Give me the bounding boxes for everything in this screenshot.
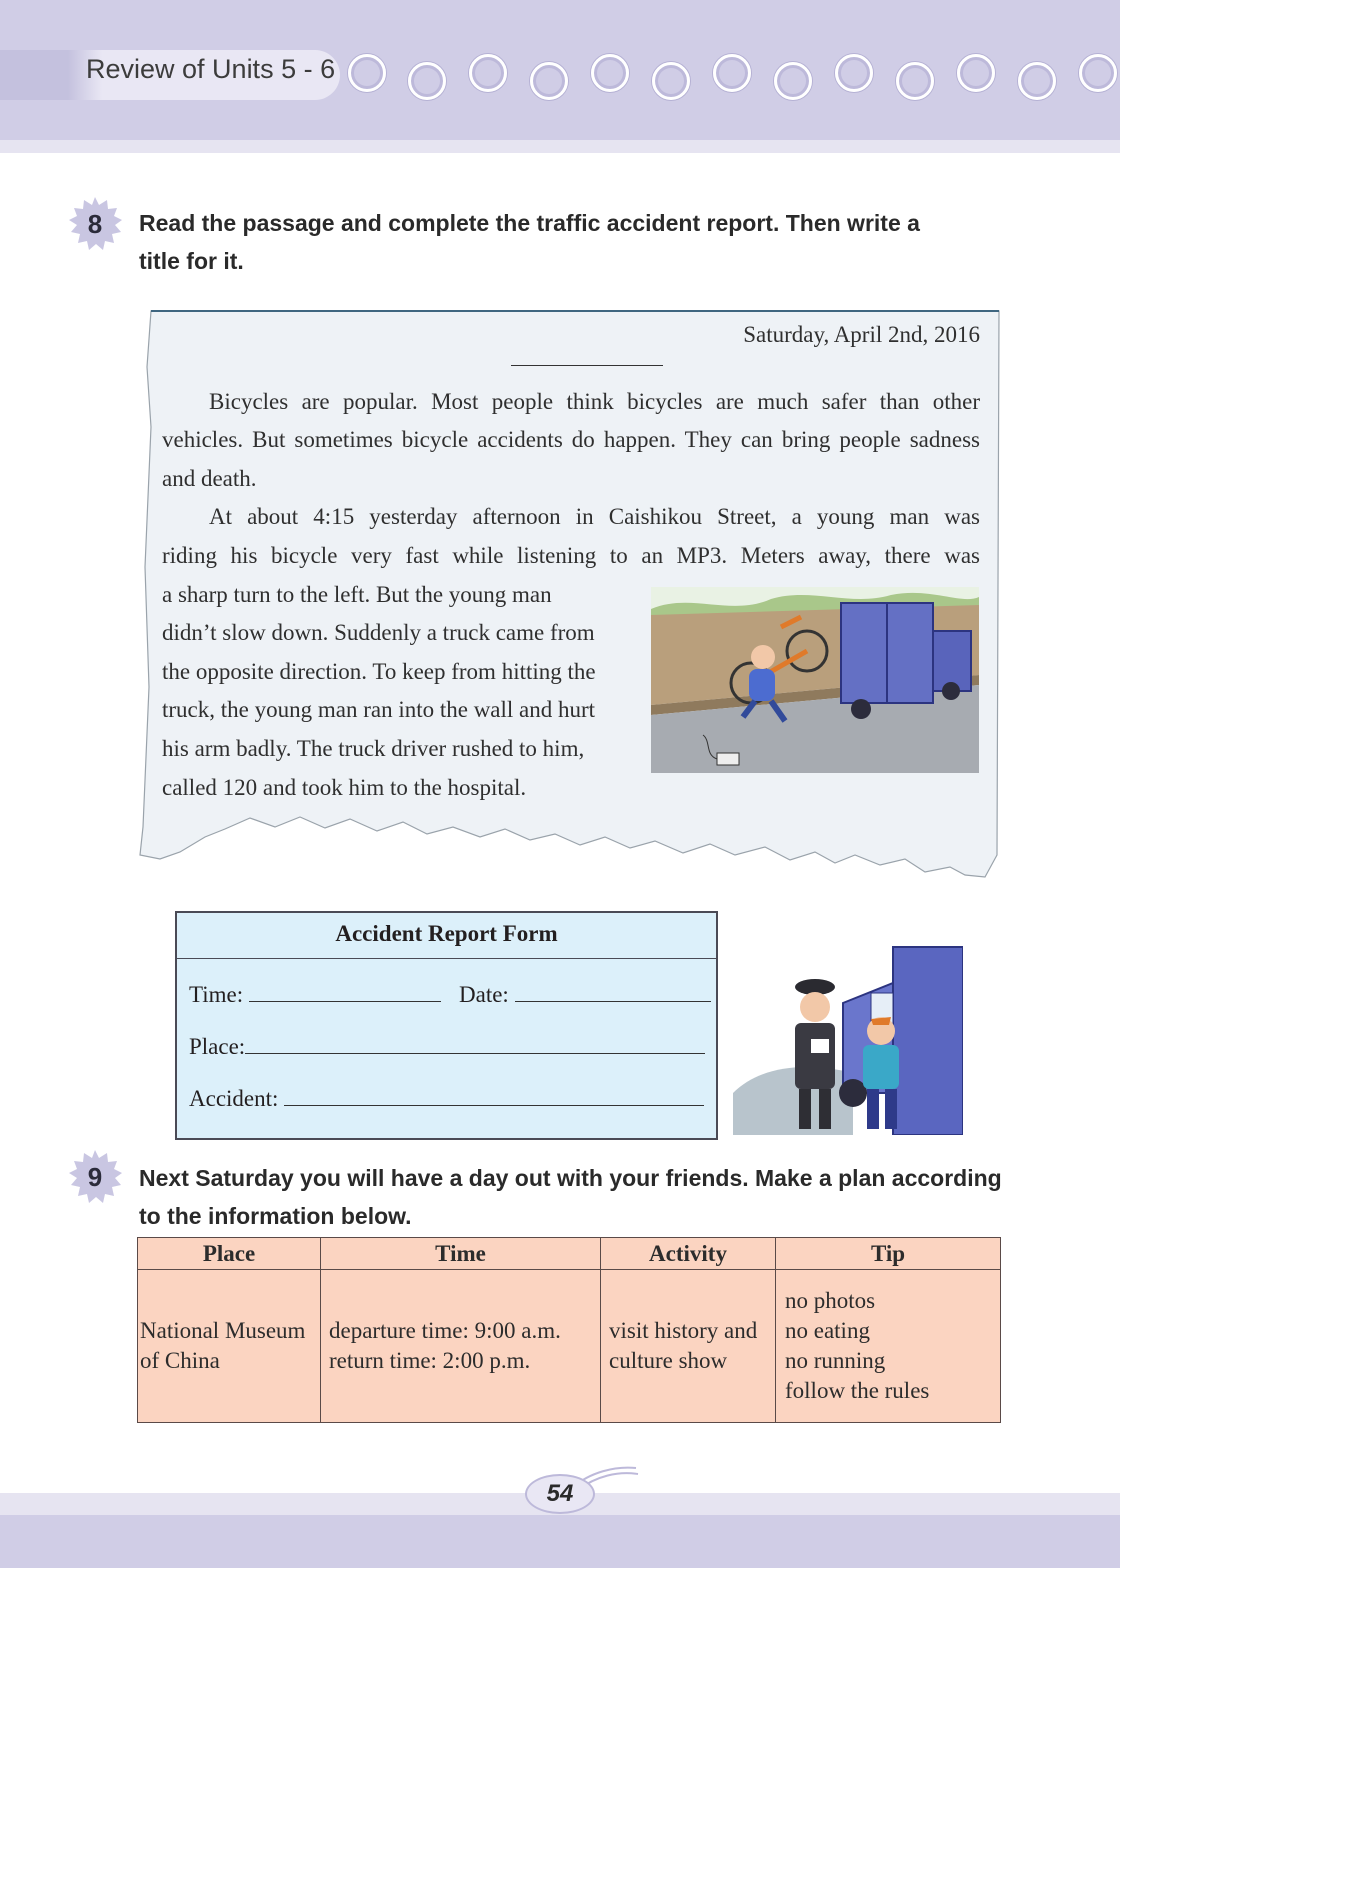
date-label: Date: (459, 982, 509, 1007)
passage-line: truck, the young man ran into the wall and hurt (162, 697, 596, 723)
ring-decoration (469, 54, 507, 92)
policeman-illustration (733, 943, 963, 1135)
passage-line: At about 4:15 yesterday afternoon in Caishikou Street, a young man was (209, 504, 980, 530)
table-row (138, 1270, 1001, 1423)
cell-line: no photos (785, 1288, 876, 1313)
cell-activity (601, 1270, 776, 1423)
cell-line: no running (785, 1348, 886, 1373)
exercise-9-instruction (139, 1159, 1009, 1235)
ring-decoration (774, 62, 812, 100)
ring-decoration (348, 54, 386, 92)
cell-line: of China (140, 1348, 220, 1373)
ring-decoration (1018, 62, 1056, 100)
accident-input[interactable] (284, 1083, 704, 1106)
cell-line: no eating (785, 1318, 870, 1343)
form-title: Accident Report Form (177, 913, 716, 959)
ring-decoration (957, 54, 995, 92)
accident-label: Accident: (189, 1086, 279, 1111)
cell-tip (776, 1270, 1001, 1423)
passage-line: a sharp turn to the left. But the young man (162, 581, 552, 607)
bicycle-accident-illustration (651, 587, 979, 773)
ring-decoration (713, 54, 751, 92)
ring-decoration (1079, 54, 1117, 92)
day-out-plan-table (137, 1237, 1001, 1423)
time-label: Time: (189, 982, 244, 1007)
form-accident-row (189, 1083, 704, 1112)
form-date-row (459, 979, 711, 1008)
instruction-line: Read the passage and complete the traffic accident report. Then write a (139, 210, 920, 236)
passage-line: didn’t slow down. Suddenly a truck came from (162, 620, 595, 646)
instruction-line: Next Saturday you will have a day out with your friends. Make a plan according (139, 1165, 1002, 1191)
title-blank-line (511, 355, 663, 366)
accident-report-form (175, 911, 718, 1140)
ring-decoration (591, 54, 629, 92)
ring-decoration (835, 54, 873, 92)
cell-line: visit history and (609, 1318, 758, 1343)
instruction-line: title for it. (139, 248, 244, 274)
passage-paragraph-1: Bicycles are popular. Most people think bicycles are much safer than other vehicles. But sometimes bicycle accidents do happen. They can bring people sadness and death. (162, 388, 980, 491)
cell-line: culture show (609, 1348, 728, 1373)
footer-band (0, 1515, 1120, 1568)
passage-line: riding his bicycle very fast while listening to an MP3. Meters away, there was (162, 542, 980, 568)
table-header-row (138, 1238, 1001, 1270)
form-place-row (189, 1031, 705, 1060)
decorative-rings (344, 52, 1120, 104)
page-title: Review of Units 5 - 6 (86, 54, 336, 84)
exercise-number: 8 (87, 209, 103, 239)
ring-decoration (896, 62, 934, 100)
cell-line: return time: 2:00 p.m. (329, 1348, 531, 1373)
exercise-9-badge (68, 1150, 122, 1204)
ring-decoration (652, 62, 690, 100)
exercise-8-instruction (139, 204, 1005, 280)
cell-line: follow the rules (785, 1378, 930, 1403)
header-strip (0, 140, 1120, 153)
page-number: 54 (525, 1474, 595, 1514)
exercise-8-badge (68, 197, 122, 251)
passage-line: called 120 and took him to the hospital. (162, 774, 527, 800)
date-input[interactable] (515, 979, 711, 1002)
column-header-time: Time (321, 1238, 601, 1270)
exercise-number: 9 (87, 1162, 103, 1192)
cell-place (138, 1270, 321, 1423)
ring-decoration (530, 62, 568, 100)
passage-date: Saturday, April 2nd, 2016 (743, 322, 980, 347)
cell-line: departure time: 9:00 a.m. (329, 1318, 561, 1343)
cell-time (321, 1270, 601, 1423)
place-label: Place: (189, 1034, 246, 1059)
ring-decoration (408, 62, 446, 100)
time-input[interactable] (249, 979, 441, 1002)
place-input[interactable] (245, 1031, 705, 1054)
column-header-tip: Tip (776, 1238, 1001, 1270)
form-time-row (189, 979, 441, 1008)
column-header-activity: Activity (601, 1238, 776, 1270)
instruction-line: to the information below. (139, 1203, 412, 1229)
passage-line: the opposite direction. To keep from hitting the (162, 658, 596, 684)
cell-line: National Museum (140, 1318, 306, 1343)
passage-line: his arm badly. The truck driver rushed to him, (162, 735, 585, 761)
column-header-place: Place (138, 1238, 321, 1270)
